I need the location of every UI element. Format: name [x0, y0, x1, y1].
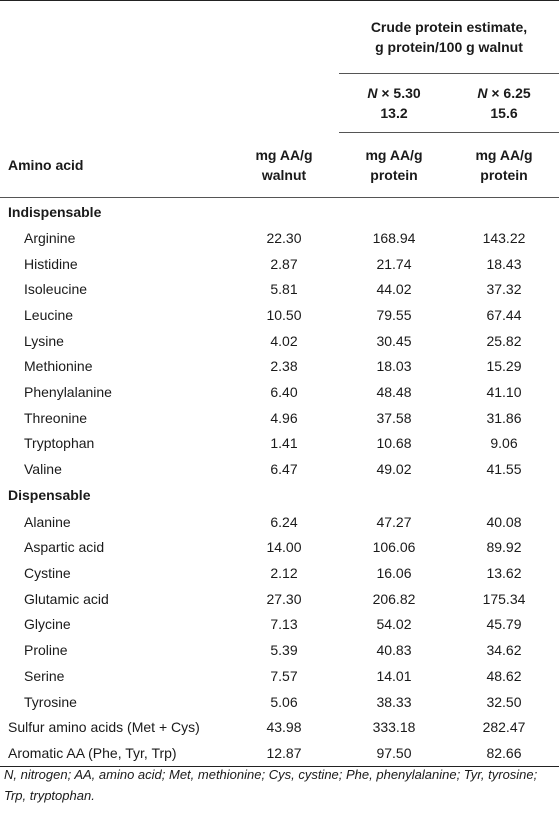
total-mg-per-g-walnut: 43.98 — [266, 719, 302, 736]
mg-per-g-walnut: 5.39 — [270, 642, 298, 659]
table-row — [0, 663, 559, 689]
mg-per-g-walnut: 4.96 — [270, 409, 298, 426]
total-mg-per-g-protein-625: 282.47 — [482, 719, 526, 736]
mg-per-g-protein-530: 168.94 — [372, 229, 416, 246]
amino-acid-name: Serine — [24, 667, 65, 684]
mg-per-g-walnut: 2.87 — [270, 255, 298, 272]
mg-per-g-protein-625: 143.22 — [482, 229, 526, 246]
table-row — [0, 379, 559, 405]
mg-per-g-protein-530: 44.02 — [376, 281, 412, 298]
table-row — [0, 405, 559, 431]
mg-per-g-protein-625: 32.50 — [486, 693, 522, 710]
header-row-crude — [0, 1, 559, 74]
amino-acid-name: Aspartic acid — [24, 539, 105, 556]
table-row — [0, 225, 559, 251]
mg-per-g-protein-625: 45.79 — [486, 616, 522, 633]
mg-per-g-walnut: 6.47 — [270, 461, 298, 478]
mg-per-g-protein-625: 41.10 — [486, 383, 522, 400]
mg-per-g-protein-530: 16.06 — [376, 565, 412, 582]
table-row — [0, 560, 559, 586]
mg-per-g-protein-625: 25.82 — [486, 332, 522, 349]
mg-per-g-protein-625: 40.08 — [486, 513, 522, 530]
mg-per-g-protein-530: 38.33 — [376, 693, 412, 710]
mg-per-g-protein-530: 54.02 — [376, 616, 412, 633]
factor-625-value: 15.6 — [490, 105, 518, 121]
mg-per-g-protein-530: 14.01 — [376, 667, 412, 684]
table-row — [0, 431, 559, 457]
mg-per-g-protein-530: 18.03 — [376, 358, 412, 375]
table-footnote: N, nitrogen; AA, amino acid; Met, methionine; Cys, cystine; Phe, phenylalanine; Tyr, tyrosine; Trp, tryptophan. — [4, 767, 538, 803]
table-row — [0, 509, 559, 535]
amino-acid-name: Phenylalanine — [24, 383, 112, 400]
amino-acid-name: Methionine — [24, 358, 93, 375]
factor-530-header — [339, 74, 449, 133]
mg-per-g-protein-625: 31.86 — [486, 409, 522, 426]
mg-per-g-protein-625: 18.43 — [486, 255, 522, 272]
mg-per-g-walnut: 6.40 — [270, 383, 298, 400]
mg-per-g-walnut: 6.24 — [270, 513, 298, 530]
table-row — [0, 689, 559, 715]
amino-acid-name: Proline — [24, 642, 68, 659]
amino-acid-name: Glutamic acid — [24, 590, 109, 607]
factor-530-value: 13.2 — [380, 105, 408, 121]
mg-per-g-protein-530: 79.55 — [376, 306, 412, 323]
mg-per-g-protein-530: 10.68 — [376, 435, 412, 452]
col-protein-625: mg AA/g protein — [475, 147, 533, 183]
mg-per-g-walnut: 7.57 — [270, 667, 298, 684]
table-row — [0, 637, 559, 663]
section-title: Indispensable — [8, 203, 102, 220]
mg-per-g-protein-530: 37.58 — [376, 409, 412, 426]
col-amino-acid: Amino acid — [8, 156, 84, 173]
table-row — [0, 353, 559, 379]
crude-protein-header — [339, 1, 559, 74]
total-name: Aromatic AA (Phe, Tyr, Trp) — [8, 744, 177, 761]
total-mg-per-g-walnut: 12.87 — [266, 744, 302, 761]
total-mg-per-g-protein-530: 333.18 — [372, 719, 416, 736]
table-row — [0, 586, 559, 612]
table-header — [0, 1, 559, 198]
crude-header-line1: Crude protein estimate, — [370, 19, 528, 35]
total-mg-per-g-protein-530: 97.50 — [376, 744, 412, 761]
amino-acid-name: Isoleucine — [24, 281, 88, 298]
mg-per-g-protein-530: 30.45 — [376, 332, 412, 349]
mg-per-g-walnut: 7.13 — [270, 616, 298, 633]
mg-per-g-protein-625: 41.55 — [486, 461, 522, 478]
mg-per-g-protein-625: 67.44 — [486, 306, 522, 323]
amino-acid-name: Threonine — [24, 409, 88, 426]
mg-per-g-protein-530: 49.02 — [376, 461, 412, 478]
mg-per-g-protein-530: 48.48 — [376, 383, 412, 400]
mg-per-g-walnut: 5.81 — [270, 281, 298, 298]
amino-acid-name: Tyrosine — [24, 693, 77, 710]
amino-acid-name: Histidine — [24, 255, 78, 272]
mg-per-g-walnut: 4.02 — [270, 332, 298, 349]
mg-per-g-walnut: 2.12 — [270, 565, 298, 582]
factor-625-multiplier: × 6.25 — [491, 85, 531, 101]
total-name: Sulfur amino acids (Met + Cys) — [8, 719, 200, 736]
mg-per-g-walnut: 2.38 — [270, 358, 298, 375]
mg-per-g-protein-625: 13.62 — [486, 565, 522, 582]
amino-acid-name: Tryptophan — [24, 435, 95, 452]
mg-per-g-protein-530: 40.83 — [376, 642, 412, 659]
table-row — [0, 612, 559, 638]
table-row — [0, 276, 559, 302]
crude-header-line2: g protein/100 g walnut — [375, 39, 523, 55]
mg-per-g-protein-625: 34.62 — [486, 642, 522, 659]
section-row — [0, 198, 559, 226]
factor-625-header — [449, 74, 559, 133]
mg-per-g-protein-625: 15.29 — [486, 358, 522, 375]
amino-acid-name: Glycine — [24, 616, 71, 633]
mg-per-g-protein-530: 21.74 — [376, 255, 412, 272]
mg-per-g-protein-625: 9.06 — [490, 435, 518, 452]
amino-acid-name: Leucine — [24, 306, 74, 323]
mg-per-g-protein-625: 89.92 — [486, 539, 522, 556]
mg-per-g-walnut: 10.50 — [266, 306, 302, 323]
table-row — [0, 251, 559, 277]
factor-530-multiplier: × 5.30 — [381, 85, 421, 101]
table-row — [0, 302, 559, 328]
mg-per-g-walnut: 27.30 — [266, 590, 302, 607]
table-row — [0, 456, 559, 482]
amino-acid-name: Cystine — [24, 565, 71, 582]
mg-per-g-walnut: 22.30 — [266, 229, 302, 246]
table-row — [0, 328, 559, 354]
amino-acid-name: Lysine — [24, 332, 64, 349]
mg-per-g-protein-530: 206.82 — [372, 590, 416, 607]
mg-per-g-walnut: 14.00 — [266, 539, 302, 556]
total-row — [0, 714, 559, 740]
header-row-factor — [0, 74, 559, 133]
mg-per-g-protein-625: 48.62 — [486, 667, 522, 684]
table-row — [0, 535, 559, 561]
mg-per-g-protein-625: 37.32 — [486, 281, 522, 298]
factor-530-n: N — [367, 85, 378, 101]
total-mg-per-g-protein-625: 82.66 — [486, 744, 522, 761]
factor-625-n: N — [477, 85, 488, 101]
amino-acid-name: Arginine — [24, 229, 76, 246]
amino-acid-name: Alanine — [24, 513, 71, 530]
section-row — [0, 482, 559, 509]
section-title: Dispensable — [8, 487, 91, 504]
mg-per-g-walnut: 5.06 — [270, 693, 298, 710]
mg-per-g-protein-530: 106.06 — [372, 539, 416, 556]
mg-per-g-protein-625: 175.34 — [482, 590, 526, 607]
col-walnut: mg AA/g walnut — [255, 146, 313, 183]
header-row-units — [0, 133, 559, 198]
mg-per-g-protein-530: 47.27 — [376, 513, 412, 530]
table-body — [0, 198, 559, 767]
amino-acid-name: Valine — [24, 461, 62, 478]
mg-per-g-walnut: 1.41 — [270, 435, 298, 452]
total-row — [0, 740, 559, 766]
col-protein-530: mg AA/g protein — [365, 147, 423, 183]
